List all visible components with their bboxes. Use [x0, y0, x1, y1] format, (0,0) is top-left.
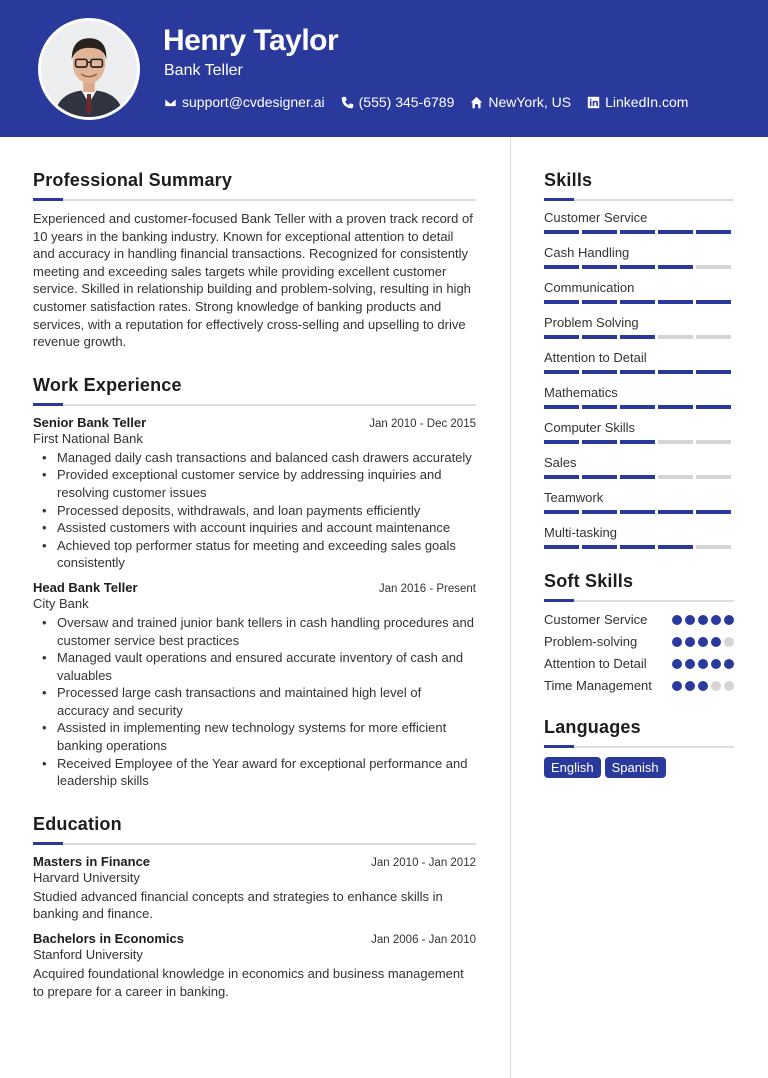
- contact-list: [164, 94, 688, 110]
- soft-skill-list: [544, 611, 734, 695]
- skill-level-segment: [544, 300, 579, 304]
- skill-level-segment: [582, 405, 617, 409]
- education-entry: [33, 931, 476, 1000]
- soft-skill-rating: [672, 633, 734, 647]
- rating-dot: [698, 681, 708, 691]
- skill-level-segment: [696, 545, 731, 549]
- skill-level-segment: [620, 335, 655, 339]
- rating-dot: [711, 659, 721, 669]
- skill-level-segment: [544, 545, 579, 549]
- skill-level-segment: [544, 405, 579, 409]
- summary-text: Experienced and customer-focused Bank Teller with a proven track record of 10 years in the banking industry. Known for exceptional attention to detail and accuracy in handling financial transactions. Recognized for consistently meeting and exceeding sales targets while providing excellent customer service. Skilled in relationship building and problem-solving, resulting in high customer satisfaction rates. Strong knowledge of banking products and services, with a reputation for effectively cross-selling and upselling to drive revenue growth.: [33, 211, 473, 350]
- rating-dot: [724, 659, 734, 669]
- rating-dot: [711, 615, 721, 625]
- rating-dot: [672, 637, 682, 647]
- skill-level-segment: [658, 370, 693, 374]
- job-bullet: • Processed large cash transactions and maintained high level of accuracy and security: [42, 684, 476, 719]
- job-bullet: • Achieved top performer status for meeting and exceeding sales goals consistently: [42, 537, 476, 572]
- skill-level-segment: [582, 230, 617, 234]
- contact-location: [470, 94, 571, 110]
- skill-name: Customer Service: [544, 210, 648, 225]
- job-header: [33, 415, 476, 430]
- job-bullet: • Processed deposits, withdrawals, and loan payments efficiently: [42, 502, 476, 520]
- rating-dot: [698, 659, 708, 669]
- summary-section: [33, 170, 476, 351]
- job-title: Senior Bank Teller: [33, 414, 147, 430]
- skill-level-segment: [696, 475, 731, 479]
- skill-level-segment: [696, 370, 731, 374]
- education-date: Jan 2010 - Jan 2012: [371, 856, 476, 869]
- rating-dot: [711, 637, 721, 647]
- summary-heading: Professional Summary: [33, 170, 233, 190]
- skill-level-segment: [544, 230, 579, 234]
- skill-level-segment: [620, 510, 655, 514]
- rating-dot: [724, 637, 734, 647]
- skill-level-segment: [658, 335, 693, 339]
- job-bullet: • Received Employee of the Year award for exceptional performance and leadership skills: [42, 755, 476, 790]
- rating-dot: [685, 615, 695, 625]
- phone-icon: [341, 96, 354, 109]
- skill-level-segment: [658, 230, 693, 234]
- skill-level-segment: [620, 405, 655, 409]
- education-header: [33, 931, 476, 946]
- education-school: Stanford University: [33, 947, 143, 963]
- skill-level-bar: [544, 335, 734, 339]
- skill-level-segment: [658, 440, 693, 444]
- skills-section: [544, 170, 734, 549]
- rating-dot: [698, 637, 708, 647]
- skill-level-segment: [582, 335, 617, 339]
- skill-level-segment: [582, 265, 617, 269]
- skill-item: [544, 490, 734, 514]
- rating-dot: [698, 615, 708, 625]
- job-bullet: • Managed daily cash transactions and balanced cash drawers accurately: [42, 449, 476, 467]
- job-entry: [33, 580, 476, 790]
- education-header: [33, 854, 476, 869]
- skill-list: [544, 210, 734, 549]
- job-entry: [33, 415, 476, 572]
- rating-dot: [711, 681, 721, 691]
- rating-dot: [724, 681, 734, 691]
- section-rule: [33, 404, 476, 406]
- languages-heading: Languages: [544, 717, 641, 737]
- skill-item: [544, 350, 734, 374]
- soft-skills-heading: Soft Skills: [544, 571, 634, 591]
- skill-level-segment: [582, 545, 617, 549]
- skill-name: Communication: [544, 280, 635, 295]
- skill-name: Cash Handling: [544, 245, 630, 260]
- soft-skill-item: [544, 611, 734, 629]
- soft-skill-item: [544, 677, 734, 695]
- rating-dot: [685, 637, 695, 647]
- job-date: Jan 2016 - Present: [378, 582, 476, 595]
- contact-linkedin-text: LinkedIn.com: [605, 94, 689, 110]
- skill-name: Mathematics: [544, 385, 618, 400]
- rating-dot: [685, 681, 695, 691]
- soft-skill-item: [544, 633, 734, 651]
- language-badge: English: [544, 757, 601, 778]
- side-column: [544, 170, 734, 778]
- envelope-icon: [164, 96, 177, 109]
- education-description: Acquired foundational knowledge in economics and business management to prepare for a career in banking.: [33, 966, 464, 999]
- job-company: City Bank: [33, 595, 89, 611]
- skill-item: [544, 455, 734, 479]
- skill-item: [544, 245, 734, 269]
- skill-level-segment: [582, 440, 617, 444]
- skill-level-bar: [544, 440, 734, 444]
- contact-email[interactable]: [164, 94, 325, 110]
- skill-name: Teamwork: [544, 490, 604, 505]
- skill-name: Attention to Detail: [544, 350, 647, 365]
- education-list: [33, 854, 476, 1000]
- language-badge: Spanish: [605, 757, 666, 778]
- skill-level-bar: [544, 475, 734, 479]
- skill-level-segment: [544, 510, 579, 514]
- soft-skill-name: Problem-solving: [544, 634, 638, 649]
- skill-level-bar: [544, 405, 734, 409]
- skill-level-segment: [658, 265, 693, 269]
- skill-level-segment: [544, 265, 579, 269]
- portrait-photo: [41, 21, 137, 117]
- rating-dot: [672, 659, 682, 669]
- header-banner: [0, 0, 768, 137]
- soft-skill-item: [544, 655, 734, 673]
- skill-level-bar: [544, 230, 734, 234]
- skill-item: [544, 315, 734, 339]
- skill-level-bar: [544, 265, 734, 269]
- soft-skill-rating: [672, 611, 734, 625]
- skill-level-segment: [620, 300, 655, 304]
- skill-item: [544, 280, 734, 304]
- job-bullet: • Assisted in implementing new technology systems for more efficient banking operations: [42, 719, 476, 754]
- skill-item: [544, 385, 734, 409]
- job-title: Head Bank Teller: [33, 579, 138, 595]
- job-bullet: • Managed vault operations and ensured accurate inventory of cash and valuables: [42, 649, 476, 684]
- skill-level-segment: [696, 335, 731, 339]
- job-bullets: [42, 614, 476, 790]
- skill-level-segment: [582, 510, 617, 514]
- skill-name: Multi-tasking: [544, 525, 617, 540]
- education-school: Harvard University: [33, 869, 140, 885]
- avatar: [38, 18, 140, 120]
- skills-heading: Skills: [544, 170, 593, 190]
- skill-level-bar: [544, 545, 734, 549]
- rating-dot: [685, 659, 695, 669]
- section-rule: [544, 199, 734, 201]
- languages-section: [544, 717, 734, 778]
- skill-name: Problem Solving: [544, 315, 639, 330]
- soft-skill-name: Time Management: [544, 678, 652, 693]
- experience-heading: Work Experience: [33, 374, 182, 395]
- soft-skills-section: [544, 571, 734, 695]
- language-list: [544, 757, 734, 778]
- skill-level-segment: [658, 510, 693, 514]
- education-section: [33, 814, 476, 1000]
- section-rule: [33, 843, 476, 845]
- rating-dot: [672, 615, 682, 625]
- skill-level-segment: [696, 300, 731, 304]
- rating-dot: [724, 615, 734, 625]
- skill-level-segment: [544, 475, 579, 479]
- skill-level-segment: [620, 545, 655, 549]
- soft-skill-rating: [672, 655, 734, 669]
- education-degree: Bachelors in Economics: [33, 931, 184, 947]
- skill-level-segment: [582, 370, 617, 374]
- skill-level-segment: [658, 475, 693, 479]
- section-rule: [544, 600, 734, 602]
- job-bullets: [42, 449, 476, 572]
- skill-level-segment: [658, 545, 693, 549]
- skill-level-segment: [582, 475, 617, 479]
- job-list: [33, 415, 476, 790]
- job-header: [33, 580, 476, 595]
- home-icon: [470, 96, 483, 109]
- skill-level-segment: [620, 475, 655, 479]
- experience-section: [33, 375, 476, 790]
- skill-level-segment: [620, 440, 655, 444]
- skill-level-segment: [696, 510, 731, 514]
- skill-level-bar: [544, 510, 734, 514]
- skill-level-segment: [696, 405, 731, 409]
- skill-item: [544, 525, 734, 549]
- job-bullet: • Assisted customers with account inquiries and account maintenance: [42, 519, 476, 537]
- skill-level-segment: [620, 265, 655, 269]
- job-date: Jan 2010 - Dec 2015: [369, 417, 476, 430]
- skill-level-bar: [544, 300, 734, 304]
- candidate-name: Henry Taylor: [163, 24, 339, 57]
- skill-name: Sales: [544, 455, 577, 470]
- candidate-title: Bank Teller: [164, 62, 243, 79]
- skill-level-segment: [582, 300, 617, 304]
- soft-skill-name: Attention to Detail: [544, 656, 647, 671]
- soft-skill-name: Customer Service: [544, 612, 648, 627]
- contact-phone-text: (555) 345-6789: [358, 94, 455, 110]
- section-rule: [544, 746, 734, 748]
- skill-level-segment: [658, 300, 693, 304]
- skill-level-segment: [544, 440, 579, 444]
- skill-item: [544, 420, 734, 444]
- job-bullet: • Provided exceptional customer service by addressing inquiries and resolving customer issues: [42, 466, 476, 501]
- skill-level-segment: [696, 440, 731, 444]
- job-bullet: • Oversaw and trained junior bank tellers in cash handling procedures and customer service best practices: [42, 614, 476, 649]
- main-column: [33, 170, 476, 1000]
- skill-level-segment: [544, 370, 579, 374]
- soft-skill-rating: [672, 677, 734, 691]
- contact-phone[interactable]: [341, 94, 455, 110]
- education-description: Studied advanced financial concepts and strategies to enhance skills in banking and finance.: [33, 888, 443, 922]
- rating-dot: [672, 681, 682, 691]
- linkedin-icon: [587, 96, 600, 109]
- education-degree: Masters in Finance: [33, 853, 151, 869]
- contact-email-text: support@cvdesigner.ai: [182, 94, 325, 110]
- skill-name: Computer Skills: [544, 420, 636, 435]
- skill-level-segment: [620, 230, 655, 234]
- skill-level-segment: [658, 405, 693, 409]
- education-date: Jan 2006 - Jan 2010: [371, 934, 476, 947]
- job-company: First National Bank: [33, 430, 143, 446]
- skill-level-segment: [544, 335, 579, 339]
- contact-linkedin[interactable]: [587, 94, 688, 110]
- contact-location-text: NewYork, US: [488, 94, 572, 110]
- column-divider: [510, 137, 511, 1078]
- skill-level-segment: [620, 370, 655, 374]
- section-rule: [33, 199, 476, 201]
- skill-level-segment: [696, 265, 731, 269]
- education-heading: Education: [33, 813, 122, 834]
- skill-item: [544, 210, 734, 234]
- skill-level-bar: [544, 370, 734, 374]
- education-entry: [33, 854, 476, 923]
- skill-level-segment: [696, 230, 731, 234]
